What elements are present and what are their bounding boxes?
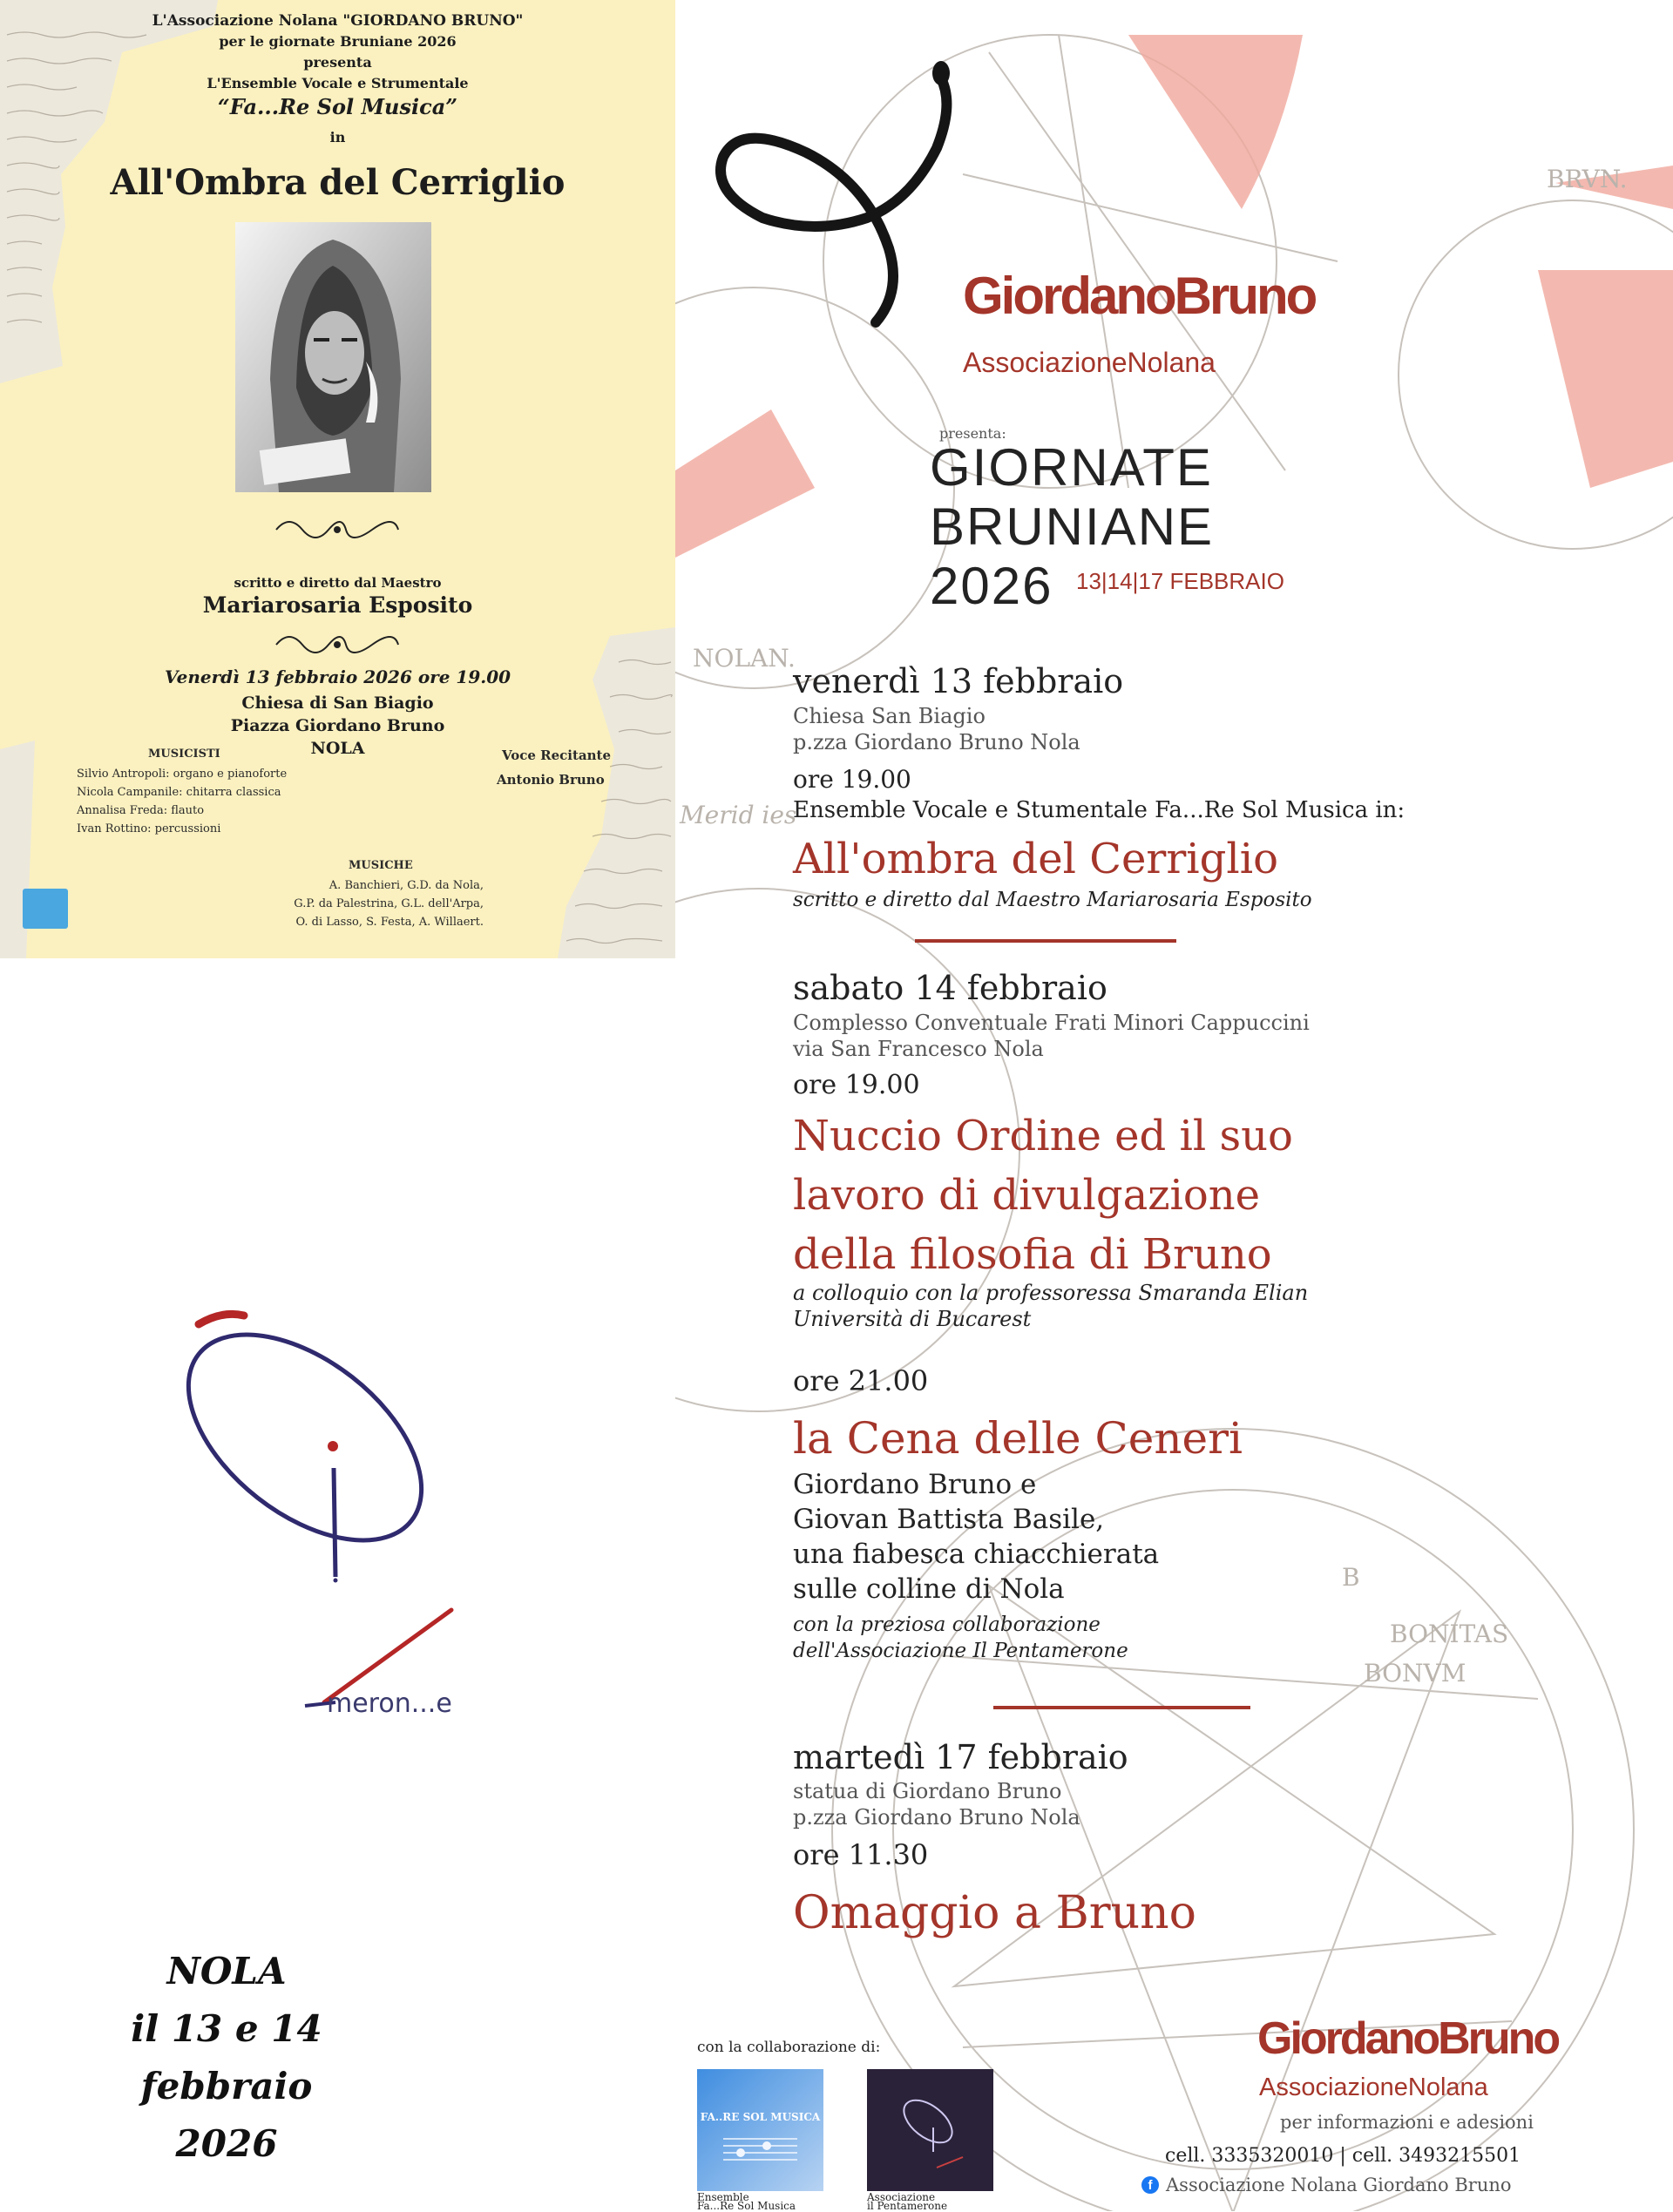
concert-date-time: Venerdì 13 febbraio 2026 ore 19.00 — [164, 666, 511, 687]
flyer-dates: 13|14|17 FEBBRAIO — [1076, 568, 1284, 594]
flyer-year: 2026 — [930, 557, 1053, 615]
event-1-title: All'ombra del Cerriglio — [793, 835, 1278, 883]
nola-caption-dates: il 13 e 14 febbraio — [131, 2007, 322, 2107]
svg-text:NOLAN.: NOLAN. — [693, 644, 796, 673]
svg-text:BONITAS: BONITAS — [1390, 1620, 1509, 1648]
musician-item: Ivan Rottino: percussioni — [77, 822, 221, 835]
svg-text:BONVM: BONVM — [1364, 1659, 1466, 1688]
partner-pentamerone-badge — [867, 2069, 993, 2191]
composers-list — [270, 876, 484, 931]
section-divider — [993, 1706, 1250, 1709]
svg-text:BRVN.: BRVN. — [1547, 165, 1628, 193]
composer-item: O. di Lasso, S. Festa, A. Willaert. — [295, 916, 484, 929]
event-2-title-line: della filosofia di Bruno — [793, 1230, 1272, 1279]
event-3-address: p.zza Giordano Bruno Nola — [793, 1805, 1080, 1830]
event-2-day: sabato 14 febbraio — [793, 969, 1107, 1007]
association-logo-sub: AssociazioneNolana — [963, 347, 1216, 378]
event-2-place: Complesso Conventuale Frati Minori Cappuccini — [793, 1011, 1310, 1035]
director-name: Mariarosaria Esposito — [202, 592, 473, 618]
ornament-flourish-icon — [272, 627, 403, 662]
event-2-title-line: lavoro di divulgazione — [793, 1171, 1261, 1220]
event-1-intro: Ensemble Vocale e Stumentale Fa...Re Sol Musica in: — [793, 797, 1405, 823]
poster-title: All'Ombra del Cerriglio — [110, 162, 566, 203]
concert-city: NOLA — [310, 739, 365, 758]
event-1-note: scritto e diretto dal Maestro Mariarosaria Esposito — [793, 889, 1312, 911]
event-1-address: p.zza Giordano Bruno Nola — [793, 730, 1080, 754]
voice-heading: Voce Recitante — [502, 747, 612, 763]
event-2-address: via San Francesco Nola — [793, 1037, 1044, 1061]
event-1-place: Chiesa San Biagio — [793, 704, 986, 728]
composer-item: A. Banchieri, G.D. da Nola, — [329, 879, 484, 892]
partner-pentamerone-caption-2: il Pentamerone — [867, 2200, 948, 2212]
ornament-flourish-icon — [272, 512, 403, 547]
event-2b-title: la Cena delle Ceneri — [793, 1413, 1243, 1464]
partner-ensemble-badge — [697, 2069, 823, 2191]
event-2b-description — [793, 1467, 1159, 1607]
concert-poster — [0, 0, 675, 958]
partner-ensemble-caption-line: Ensemble — [697, 2191, 749, 2203]
concert-square: Piazza Giordano Bruno — [230, 716, 445, 735]
partner-pentamerone-caption: Associazione — [867, 2191, 936, 2203]
association-logo-name: GiordanoBruno — [963, 267, 1316, 325]
event-2b-description-line: sulle colline di Nola — [793, 1573, 1065, 1605]
music-heading: MUSICHE — [349, 859, 413, 872]
info-line: per informazioni e adesioni — [1280, 2112, 1534, 2133]
footer-association-logo-name: GiordanoBruno — [1257, 2013, 1559, 2064]
musicians-heading: MUSICISTI — [148, 747, 220, 761]
event-2b-description-line: Giordano Bruno e — [793, 1469, 1037, 1500]
event-2b-time: ore 21.00 — [793, 1364, 929, 1397]
partner-ensemble-badge-text: FA..RE SOL MUSICA — [700, 2111, 821, 2123]
facebook-icon: f — [1141, 2176, 1159, 2194]
event-1-day: venerdì 13 febbraio — [793, 662, 1124, 700]
event-3-title: Omaggio a Bruno — [793, 1887, 1196, 1939]
footer-association-logo-sub: AssociazioneNolana — [1259, 2073, 1488, 2101]
hooded-figure-illustration — [235, 222, 431, 492]
presents-line: presenta — [303, 54, 372, 71]
ensemble-small-logo — [23, 889, 68, 929]
nola-caption-year: 2026 — [175, 2122, 278, 2165]
event-3-day: martedì 17 febbraio — [793, 1738, 1128, 1776]
phone-numbers: cell. 3335320010 | cell. 3493215501 — [1165, 2145, 1521, 2167]
music-staff-icon — [723, 2130, 797, 2165]
svg-text:Merid ies: Merid ies — [680, 801, 797, 829]
pentamerone-logo — [157, 1289, 523, 1716]
event-2b-collab: con la preziosa collaborazione — [793, 1613, 1101, 1636]
event-2b-description-line: Giovan Battista Basile, — [793, 1504, 1105, 1535]
musician-item: Silvio Antropoli: organo e pianoforte — [77, 768, 288, 781]
concert-church: Chiesa di San Biagio — [241, 693, 434, 713]
organizer-line: L'Associazione Nolana "GIORDANO BRUNO" — [152, 12, 524, 30]
serpent-logo-icon — [701, 52, 980, 331]
event-3-place: statua di Giordano Bruno — [793, 1779, 1062, 1803]
ensemble-line: L'Ensemble Vocale e Strumentale — [207, 75, 469, 91]
facebook-link[interactable] — [1141, 2175, 1512, 2195]
musician-item: Annalisa Freda: flauto — [77, 804, 205, 817]
flyer-title-line2: BRUNIANE — [930, 497, 1215, 556]
musicians-list — [77, 765, 287, 838]
musician-item: Nicola Campanile: chitarra classica — [77, 786, 281, 799]
partner-ensemble-caption-2: Fa...Re Sol Musica — [697, 2200, 796, 2212]
program-flyer — [675, 0, 1673, 2211]
svg-text:B: B — [1342, 1563, 1360, 1592]
event-series-line: per le giornate Bruniane 2026 — [219, 33, 457, 50]
event-2-note: a colloquio con la professoressa Smaranda Elian — [793, 1281, 1309, 1305]
ensemble-name: “Fa...Re Sol Musica” — [217, 94, 458, 119]
composer-item: G.P. da Palestrina, G.L. dell'Arpa, — [294, 897, 484, 910]
in-line: in — [329, 129, 346, 145]
presents-label: presenta: — [939, 425, 1006, 442]
nola-caption — [52, 1943, 401, 2173]
section-divider — [915, 939, 1176, 943]
event-2b-description-line: una fiabesca chiacchierata — [793, 1539, 1160, 1570]
event-2-title-line: Nuccio Ordine ed il suo — [793, 1112, 1293, 1160]
event-2-time: ore 19.00 — [793, 1070, 920, 1100]
collab-label: con la collaborazione di: — [697, 2039, 881, 2056]
event-3-time: ore 11.30 — [793, 1838, 929, 1871]
voice-name: Antonio Bruno — [497, 772, 605, 788]
flyer-title-line1: GIORNATE — [930, 438, 1213, 497]
written-directed-line: scritto e diretto dal Maestro — [234, 575, 442, 591]
nola-caption-city: NOLA — [166, 1950, 287, 1992]
event-1-time: ore 19.00 — [793, 765, 911, 794]
facebook-page-name: Associazione Nolana Giordano Bruno — [1166, 2175, 1512, 2195]
pentamerone-mini-logo-icon — [893, 2091, 972, 2169]
event-2-university: Università di Bucarest — [793, 1307, 1032, 1331]
astronomical-diagram-background — [675, 0, 1673, 2211]
event-2b-collab-assoc: dell'Associazione Il Pentamerone — [793, 1640, 1128, 1662]
meron-logo-text: meron...e — [327, 1688, 452, 1719]
